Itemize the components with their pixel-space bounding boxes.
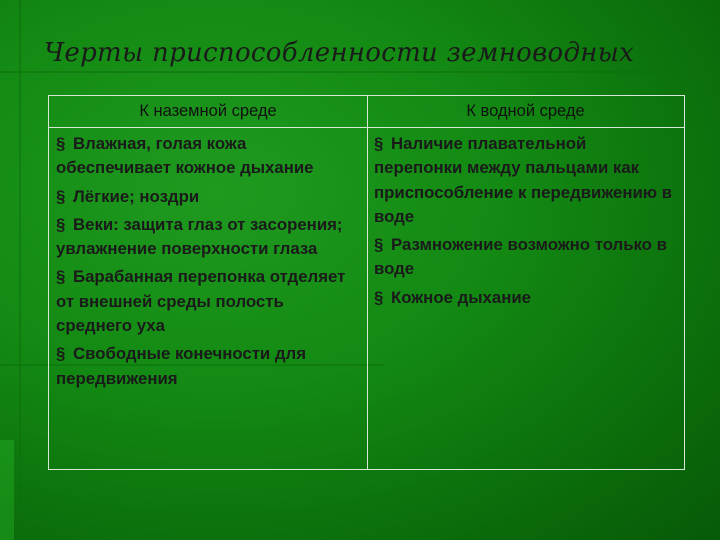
header-land: К наземной среде bbox=[139, 102, 277, 120]
land-column bbox=[56, 132, 364, 395]
bullet-icon: § bbox=[56, 134, 66, 153]
bullet-icon: § bbox=[56, 214, 66, 234]
list-item-text: Наличие плавательной перепонки между пальцами как приспособление к передвижению в воде bbox=[374, 134, 673, 226]
bullet-icon: § bbox=[56, 186, 66, 206]
slide-title: Черты приспособленности земноводных bbox=[44, 38, 635, 68]
list-item-text: Веки: защита глаз от засорения; увлажнение поверхности глаза bbox=[56, 214, 343, 259]
list-item bbox=[56, 213, 364, 262]
bullet-icon: § bbox=[374, 235, 384, 255]
list-item bbox=[56, 342, 364, 391]
comparison-table bbox=[48, 95, 685, 470]
list-item bbox=[374, 233, 679, 282]
bullet-icon: § bbox=[374, 287, 384, 307]
bullet-icon: § bbox=[374, 134, 384, 153]
bullet-icon: § bbox=[56, 344, 66, 364]
list-item-text: Размножение возможно только в воде bbox=[374, 235, 667, 279]
list-item-text: Свободные конечности для передвижения bbox=[56, 344, 307, 388]
list-item bbox=[56, 185, 364, 209]
list-item bbox=[56, 265, 364, 338]
list-item-text: Влажная, голая кожа обеспечивает кожное дыхание bbox=[56, 134, 314, 178]
list-item bbox=[374, 286, 679, 310]
list-item bbox=[374, 132, 679, 229]
bullet-icon: § bbox=[56, 267, 66, 287]
list-item-text: Лёгкие; ноздри bbox=[73, 186, 200, 206]
list-item-text: Кожное дыхание bbox=[391, 287, 532, 307]
list-item bbox=[56, 132, 364, 181]
column-divider bbox=[367, 96, 368, 469]
water-column bbox=[374, 132, 679, 314]
list-item-text: Барабанная перепонка отделяет от внешней среды полость среднего уха bbox=[56, 267, 346, 336]
header-water: К водной среде bbox=[466, 102, 585, 120]
